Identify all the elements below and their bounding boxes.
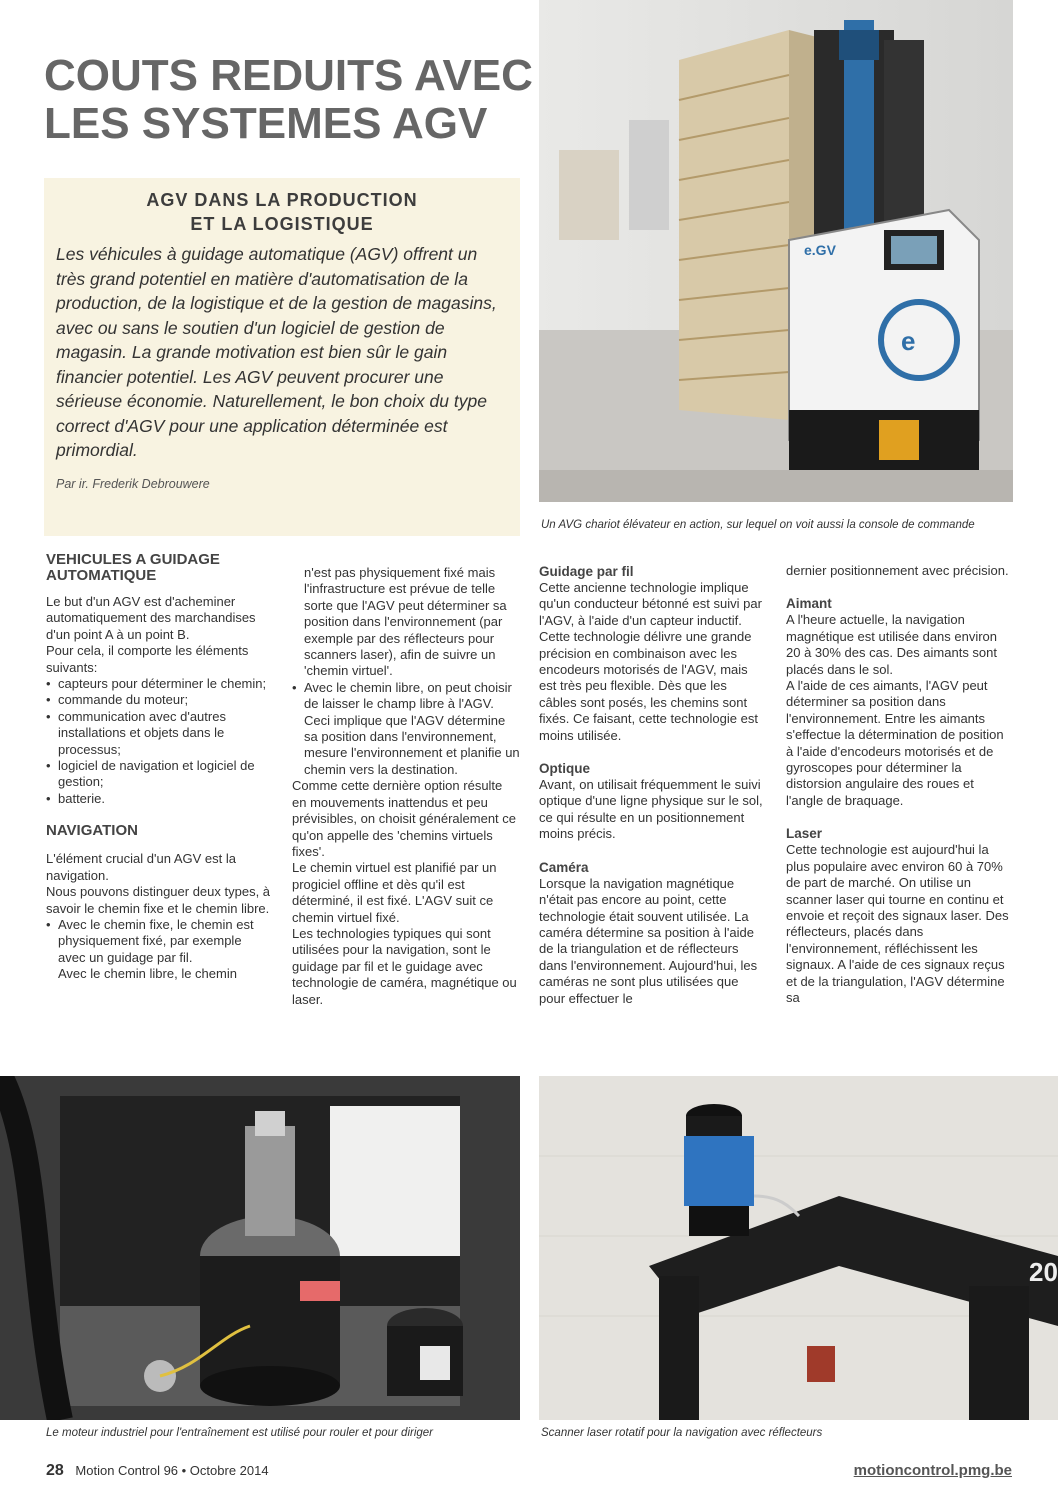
- page-footer: [46, 1462, 269, 1480]
- heading-vehicules: VEHICULES A GUIDAGE AUTOMATIQUE: [46, 551, 220, 584]
- heading-navigation: NAVIGATION: [46, 822, 138, 840]
- website-link[interactable]: motioncontrol.pmg.be: [853, 1462, 1012, 1479]
- list-item: • Avec le chemin fixe, le chemin est physiquement fixé, par exemple avec un guidage par fil.: [46, 917, 272, 966]
- list-item: • communication avec d'autres installations et objets dans le processus;: [46, 709, 272, 758]
- article-subtitle: [44, 188, 520, 236]
- col3-paragraph-1: Cette ancienne technologie implique qu'un conducteur bétonné est suivi par l'AGV, à l'aide d'un capteur inductif. Cette technologie délivre une grande précision en combinaison avec les encodeurs motorisés de l'AGV, mais est très peu flexible. Dès que les câbles sont posés, les chemins sont fixés. Ce faisant, cette technologie est moins utilisée.: [539, 580, 762, 743]
- heading-laser: Laser: [786, 826, 823, 842]
- magazine-issue: Motion Control 96 • Octobre 2014: [75, 1463, 269, 1478]
- title-line-1: COUTS REDUITS AVEC: [44, 51, 533, 100]
- col1-paragraph-2: Pour cela, il comporte les éléments suivants:: [46, 643, 249, 675]
- motor-illustration: [0, 1076, 520, 1420]
- col2-paragraph-3: Les technologies typiques qui sont utilisées pour la navigation, sont le guidage par fil et le guidage avec technologie de caméra, magnétique ou laser.: [292, 925, 517, 1007]
- col3-paragraph-2: Avant, on utilisait fréquemment le suivi optique d'une ligne physique sur le sol, ce qui résulte en un positionnement moins précis.: [539, 777, 763, 842]
- article-title: [44, 52, 564, 148]
- motor-photo: [0, 1076, 520, 1420]
- agv-forklift-illustration: [539, 0, 1013, 502]
- col4-paragraph-1: A l'heure actuelle, la navigation magnétique est utilisée dans environ 20 à 30% des cas. Des aimants sont placés dans le sol.: [786, 612, 998, 677]
- col1-paragraph-3: L'élément crucial d'un AGV est la navigation.: [46, 851, 236, 883]
- heading-optique: Optique: [539, 761, 590, 777]
- free-path-list: [292, 680, 520, 778]
- list-item: • logiciel de navigation et logiciel de gestion;: [46, 758, 272, 791]
- lead-paragraph: Les véhicules à guidage automatique (AGV) offrent un très grand potentiel en matière d'automatisation de la production, de la logistique et de la gestion de magasins, avec ou sans le soutien d'un logiciel de gestion de magasin. La grande motivation est bien sûr le gain financier potentiel. Les AGV peuvent procurer une sérieuse économie. Naturellement, le bon choix du type correct d'AGV pour une application déterminée est primordial.: [56, 244, 497, 460]
- list-item: • commande du moteur;: [46, 692, 272, 708]
- title-line-2: LES SYSTEMES AGV: [44, 99, 488, 148]
- motor-photo-caption: Le moteur industriel pour l'entraînement est utilisé pour rouler et pour diriger: [46, 1427, 434, 1439]
- page-number: 28: [46, 1462, 64, 1479]
- subtitle-line-2: ET LA LOGISTIQUE: [190, 214, 374, 234]
- col2-continuation: n'est pas physiquement fixé mais l'infrastructure est prévue de telle sorte que l'AGV peut déterminer sa position dans l'environnement (par exemple par des réflecteurs pour scanners laser), afin de suivre un 'chemin virtuel'.: [304, 565, 507, 679]
- top-photo-caption: Un AVG chariot élévateur en action, sur lequel on voit aussi la console de commande: [541, 519, 975, 531]
- laser-photo-caption: Scanner laser rotatif pour la navigation avec réflecteurs: [541, 1427, 823, 1439]
- svg-text:e.GV: e.GV: [804, 242, 836, 258]
- col2-paragraph-2: Le chemin virtuel est planifié par un progiciel offline et dès qu'il est déterminé, il est fixé. L'AGV suit ce chemin virtuel fixé.: [292, 860, 497, 925]
- col1-paragraph-4: Nous pouvons distinguer deux types, à savoir le chemin fixe et le chemin libre.: [46, 884, 271, 916]
- laser-scanner-photo: [539, 1076, 1058, 1420]
- column-2: [292, 565, 520, 1008]
- components-list: [46, 676, 272, 807]
- laser-scanner-illustration: [539, 1076, 1058, 1420]
- col3-paragraph-3: Lorsque la navigation magnétique n'était pas encore au point, cette technologie était souvent utilisée. La caméra détermine sa position à l'aide de la triangulation et de réflecteurs dans l'environnement. Aujourd'hui, les caméras ne sont plus utilisées que pour effectuer le: [539, 875, 758, 1006]
- svg-text:e: e: [901, 326, 916, 356]
- heading-aimant: Aimant: [786, 596, 832, 612]
- column-3: [539, 563, 765, 1007]
- navigation-list: [46, 917, 272, 966]
- col1-continuation: Avec le chemin libre, le chemin: [58, 966, 237, 982]
- svg-text:20: 20: [1029, 1257, 1058, 1287]
- col4-paragraph-3: Cette technologie est aujourd'hui la plus populaire avec environ 60 à 70% de part de marché. On utilise un scanner laser qui tourne en continu et envoie et reçoit des signaux laser. Des réflecteurs, placés dans l'environnement, réfléchissent les signaux. A l'aide de ces signaux reçus et de la triangulation, l'AGV détermine sa: [786, 842, 1009, 1005]
- col2-paragraph-1: Comme cette dernière option résulte en mouvements inattendus et peu prévisibles, on choisit généralement ce qu'on appelle des 'chemins virtuels fixes'.: [292, 778, 517, 859]
- column-1: [46, 552, 272, 983]
- col1-paragraph-1: Le but d'un AGV est d'acheminer automatiquement des marchandises d'un point A à un point B.: [46, 594, 256, 642]
- heading-camera: Caméra: [539, 859, 589, 875]
- list-item: • capteurs pour déterminer le chemin;: [46, 676, 272, 692]
- col4-paragraph-2: A l'aide de ces aimants, l'AGV peut déterminer sa position dans l'environnement. Entre les aimants s'effectue la détermination de position à l'aide d'encodeurs motorisés et de gyroscopes pour déterminer la distorsion angulaire des roues et l'angle de braquage.: [786, 678, 1004, 808]
- agv-forklift-photo: [539, 0, 1013, 502]
- subtitle-line-1: AGV DANS LA PRODUCTION: [146, 190, 418, 210]
- column-4: [786, 563, 1014, 1006]
- heading-guidage-fil: Guidage par fil: [539, 564, 634, 579]
- list-item: • batterie.: [46, 791, 272, 807]
- col4-continuation: dernier positionnement avec précision.: [786, 563, 1009, 578]
- intro-box: [44, 178, 520, 536]
- list-item: • Avec le chemin libre, on peut choisir de laisser le champ libre à l'AGV. Ceci implique que l'AGV détermine sa position dans l'environnement, mesure l'environnement et planifie un chemin vers la destination.: [292, 680, 520, 778]
- author-byline: Par ir. Frederik Debrouwere: [56, 476, 210, 491]
